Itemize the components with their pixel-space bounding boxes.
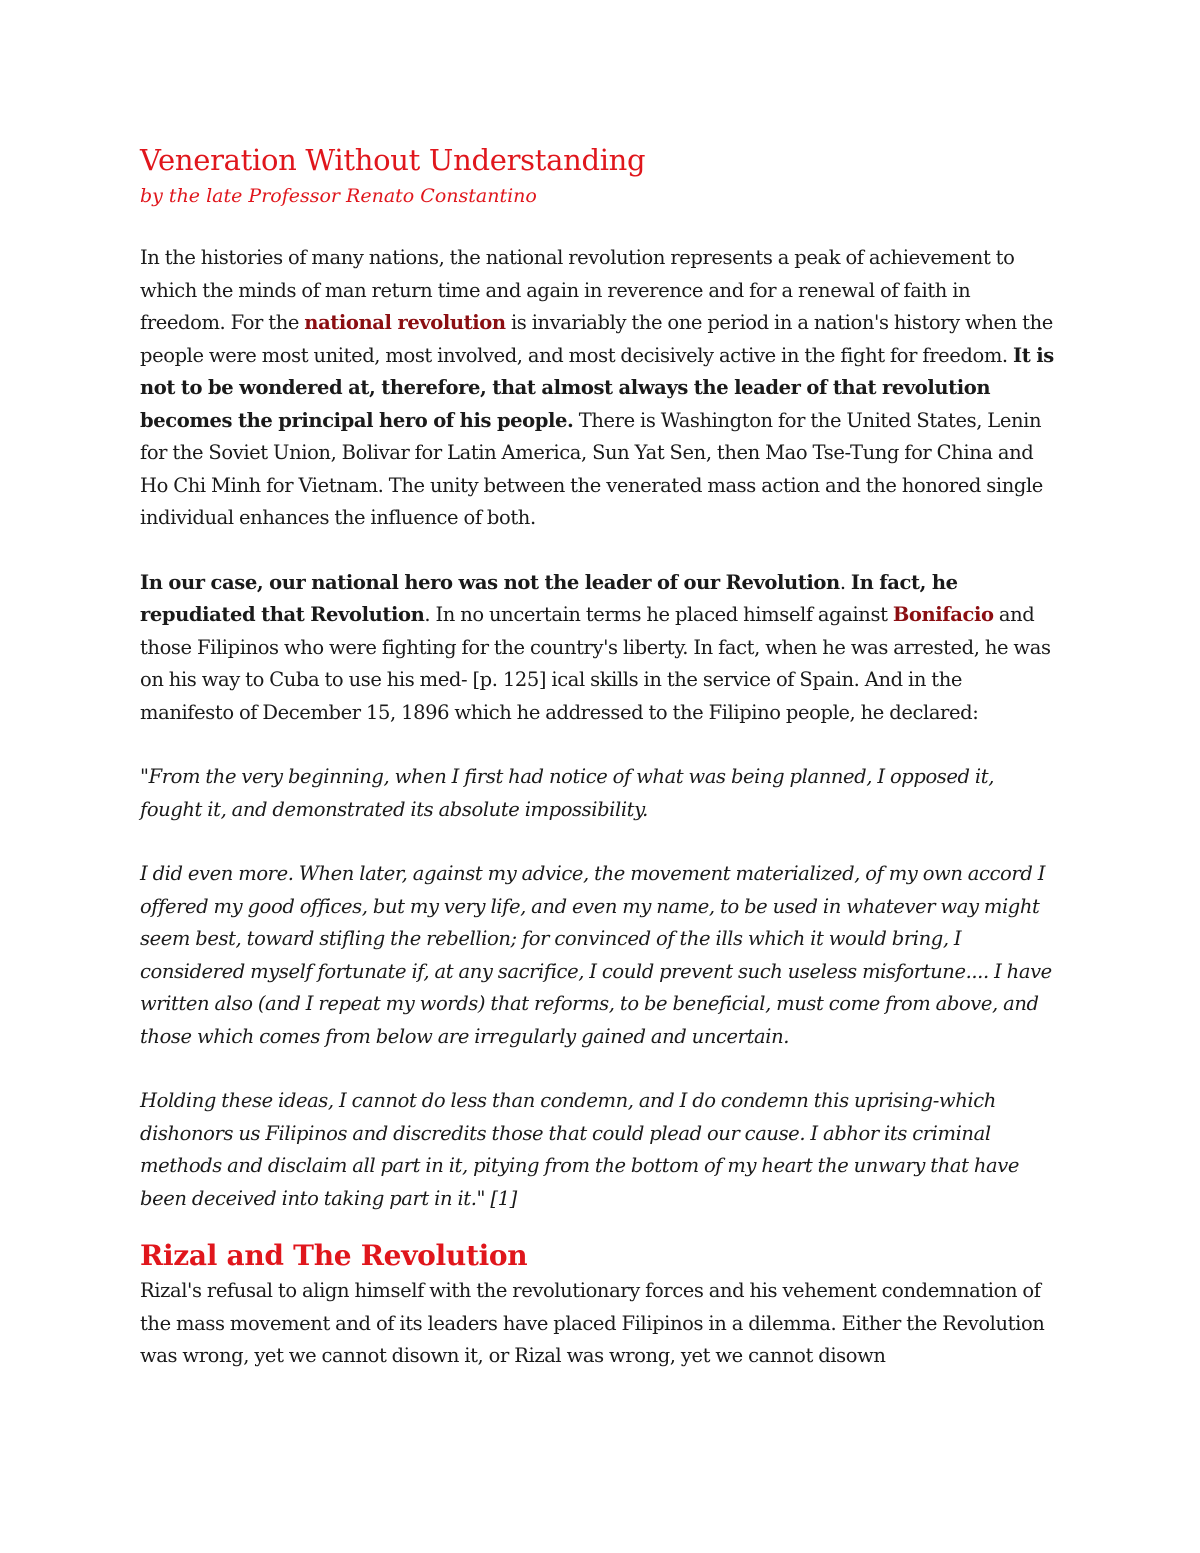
section-heading: Rizal and The Revolution [140,1239,528,1272]
manifesto-quote-2: I did even more. When later, against my advice, the movement materialized, of my own accord I offered my good offices, but my very life, and even my name, to be used in whatever way might seem best, toward stifling the rebellion; for convinced of the ills which it would bring, I considered myself fortunate if, at any sacrifice, I could prevent such useless misfortune.... I have written also (and I repeat my words) that reforms, to be beneficial, must come from above, and those which comes from below are irregularly gained and uncertain. [140,862,1052,1048]
text-run: . [839,570,851,594]
paragraph-intro [140,242,1060,535]
spacer [140,210,1060,242]
bonifacio-link[interactable]: Bonifacio [892,603,994,626]
text-run: is invariably the one period in a nation's history when the people were most united, most involved, and most decisively active in the fight for freedom. [140,311,1053,367]
manifesto-quote-3: Holding these ideas, I cannot do less than condemn, and I do condemn this uprising-which dishonors us Filipinos and discredits those that could plead our cause. I abhor its criminal methods and disclaim all part in it, pitying from the bottom of my heart the unwary that have been deceived into taking part in it." [1] [140,1089,1019,1210]
text-run: There is Washington for the United States, Lenin for the Soviet Union, Bolivar for Latin America, Sun Yat Sen, then Mao Tse-Tung for China and Ho Chi Minh for Vietnam. The unity between the venerated mass action and the honored single individual enhances the influence of both. [140,408,1043,529]
document-page [140,140,1060,1373]
paragraph-rizal-revolution: Rizal's refusal to align himself with the revolutionary forces and his vehement condemnation of the mass movement and of its leaders have placed Filipinos in a dilemma. Either the Revolution was wrong, yet we cannot disown it, or Rizal was wrong, yet we cannot disown [140,1279,1045,1367]
manifesto-quote-1: "From the very beginning, when I first had notice of what was being planned, I opposed it, fought it, and demonstrated its absolute impossibility. [140,765,994,821]
spacer [140,1053,1060,1085]
bold-statement: It is not to be wondered at, therefore, that almost always the leader of that revolution becomes the principal hero of his people. [140,343,1054,432]
spacer [140,729,1060,761]
national-revolution-link[interactable]: national revolution [304,311,506,334]
text-run: and those Filipinos who were fighting for the country's liberty. In fact, when he was arrested, he was on his way to Cuba to use his med- [p. 125] ical skills in the service of Spain. And in the manifesto of December 15, 1896 which he addressed to the Filipino people, he declared: [140,603,1051,724]
spacer [140,826,1060,858]
spacer [140,1215,1060,1237]
spacer [140,535,1060,567]
text-run: In the histories of many nations, the national revolution represents a peak of achievement to which the minds of man return time and again in reverence and for a renewal of faith in freedom. For the [140,246,1015,334]
bold-statement: In our case, our national hero was not the leader of our Revolution [140,570,840,594]
article-title: Veneration Without Understanding [140,143,646,177]
bold-statement: In fact, he repudiated that Revolution [140,570,958,626]
text-run: . In no uncertain terms he placed himself against [424,603,893,626]
article-byline: by the late Professor Renato Constantino [140,185,537,207]
paragraph-national-hero [140,567,1060,730]
